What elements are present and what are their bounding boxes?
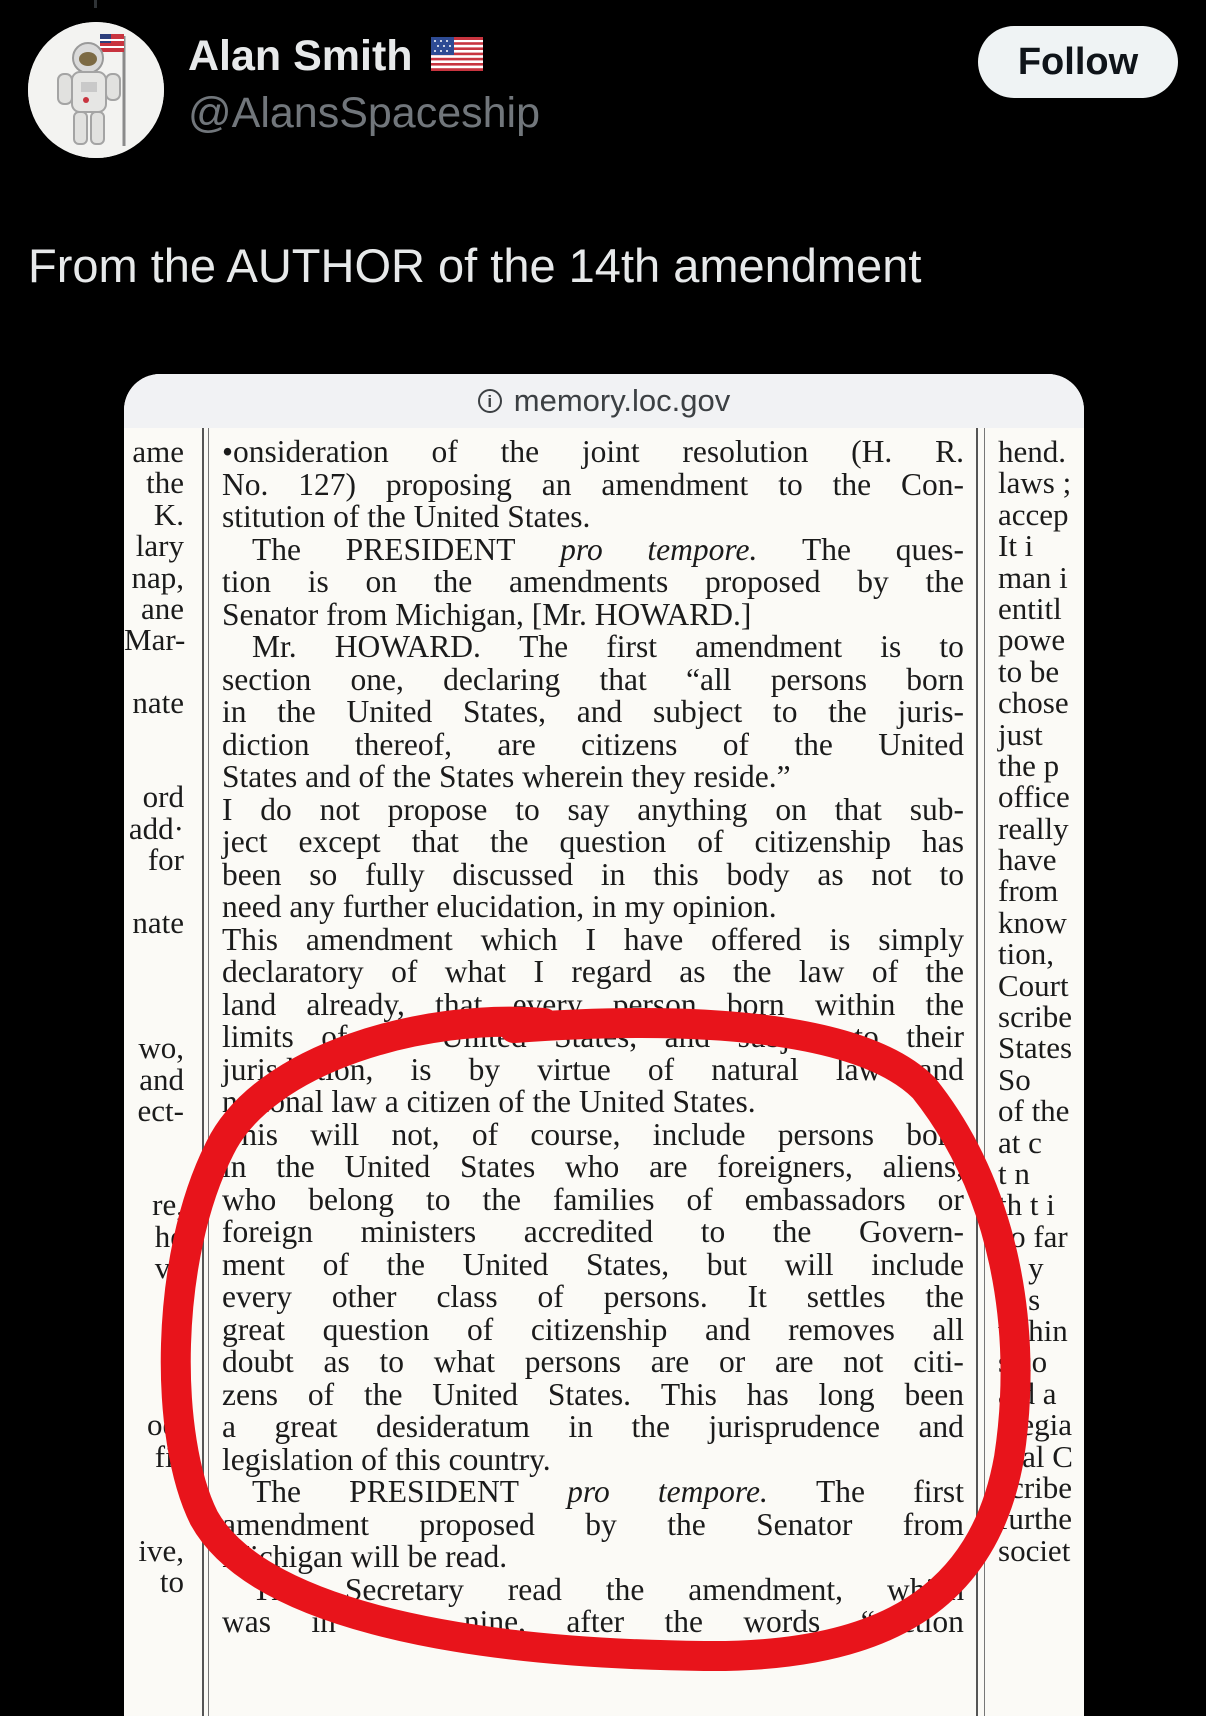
text-line: who belong to the families of embassadors or xyxy=(222,1181,964,1217)
user-handle[interactable]: @AlansSpaceship xyxy=(188,89,541,137)
fragment-line: ame xyxy=(132,434,184,469)
text-line: every other class of persons. It settles the xyxy=(222,1279,964,1314)
fragment-line: w hin xyxy=(998,1312,1068,1348)
fragment-line: Mar- xyxy=(124,622,186,658)
text-line: was in line nine, after the words “section xyxy=(222,1604,964,1639)
main-column-text xyxy=(222,436,964,1639)
fragment-line: the p xyxy=(998,747,1060,783)
column-rule xyxy=(976,428,978,1716)
avatar[interactable] xyxy=(28,22,164,158)
fragment-line: th t i xyxy=(998,1187,1055,1223)
fragment-line: ane xyxy=(140,590,184,626)
fragment-line: office xyxy=(998,779,1070,815)
text-line: This will not, of course, include persons born xyxy=(222,1116,964,1152)
fragment-line xyxy=(124,1378,184,1409)
fragment-line: ve xyxy=(154,1250,184,1286)
fragment-line: scribe xyxy=(998,999,1073,1035)
fragment-line: laws ; xyxy=(998,465,1072,501)
fragment-line: s co xyxy=(998,1344,1048,1380)
post-header xyxy=(28,22,1178,162)
fragment-line xyxy=(124,1284,184,1315)
info-icon: i xyxy=(478,389,502,413)
fragment-line: he xyxy=(154,1218,184,1254)
fragment-line: powe xyxy=(998,622,1066,658)
text-line: The Secretary read the amendment, which xyxy=(252,1571,964,1607)
fragment-line: and xyxy=(139,1061,184,1097)
fragment-line: really xyxy=(998,810,1069,846)
text-line: tion is on the amendments proposed by the xyxy=(222,564,964,599)
text-line: limits of the United States, and subject to their xyxy=(222,1019,964,1054)
text-line: in the United States, and subject to the juris- xyxy=(222,694,964,729)
newspaper-scan xyxy=(124,428,1084,1716)
text-line: The PRESIDENT pro tempore. The ques- xyxy=(252,531,964,567)
fragment-line: of the xyxy=(998,1093,1070,1129)
text-line: This amendment which I have offered is simply xyxy=(222,921,964,957)
text-line: Senator from Michigan, [Mr. HOWARD.] xyxy=(222,596,752,632)
text-line: need any further elucidation, in my opinion. xyxy=(222,889,777,924)
text-line: •onsideration of the joint resolution (H. R. xyxy=(222,434,964,469)
text-line: doubt as to what persons are or are not citi- xyxy=(222,1344,964,1379)
fragment-line: eral C xyxy=(998,1438,1073,1474)
user-info xyxy=(188,32,540,138)
fragment-line: add· xyxy=(128,810,184,846)
text-line: legislation of this country. xyxy=(222,1441,551,1477)
fragment-line xyxy=(124,719,184,750)
column-rule xyxy=(984,428,985,1716)
fragment-line: Court xyxy=(998,967,1069,1003)
text-line: jurisdiction, is by virtue of natural law and xyxy=(222,1051,964,1087)
fragment-line xyxy=(124,970,184,1001)
fragment-line: fir xyxy=(154,1438,184,1474)
text-line: in the United States who are foreigners, aliens, xyxy=(222,1149,964,1184)
text-line: land already, that every person born within the xyxy=(222,986,964,1022)
fragment-line xyxy=(124,1158,184,1189)
text-line: Mr. HOWARD. The first amendment is to xyxy=(252,629,964,664)
fragment-line: So xyxy=(998,1061,1031,1097)
fragment-line xyxy=(124,1315,184,1346)
thread-connector-line xyxy=(94,0,97,8)
fragment-line: w s xyxy=(998,1281,1041,1317)
left-column-fragment xyxy=(124,434,186,1600)
text-line: declaratory of what I regard as the law of the xyxy=(222,954,964,989)
fragment-line: States xyxy=(998,1030,1073,1066)
fragment-line: re, xyxy=(152,1187,184,1223)
fragment-line: la y xyxy=(998,1250,1044,1286)
fragment-line: ord xyxy=(142,779,184,815)
fragment-line: chose xyxy=(998,685,1069,721)
fragment-line: nate xyxy=(132,904,184,940)
text-line: foreign ministers accredited to the Govern- xyxy=(222,1214,964,1249)
text-line: ment of the United States, but will include xyxy=(222,1246,964,1282)
fragment-line: It i xyxy=(998,528,1034,564)
fragment-line: entitl xyxy=(998,590,1062,626)
fragment-line: just xyxy=(998,716,1043,752)
fragment-line xyxy=(124,750,184,781)
column-rule xyxy=(208,428,209,1716)
fragment-line: at c xyxy=(998,1124,1042,1160)
fragment-line: societ xyxy=(998,1532,1071,1568)
post-text: From the AUTHOR of the 14th amendment xyxy=(28,239,922,292)
fragment-line xyxy=(124,1472,184,1503)
text-line: Michigan will be read. xyxy=(222,1539,508,1574)
fragment-line xyxy=(124,938,184,969)
fragment-line xyxy=(124,1127,184,1158)
fragment-line: hend. xyxy=(998,434,1067,469)
text-line: The PRESIDENT pro tempore. The first xyxy=(252,1474,964,1509)
image-url: memory.loc.gov xyxy=(513,383,731,418)
fragment-line xyxy=(124,1503,184,1534)
fragment-line: man i xyxy=(998,559,1068,595)
fragment-line: K. xyxy=(153,496,184,532)
column-rule xyxy=(202,428,204,1716)
fragment-line: so far xyxy=(998,1218,1068,1254)
fragment-line: from xyxy=(998,873,1059,909)
astronaut-avatar-icon xyxy=(28,22,164,158)
text-line: been so fully discussed in this body as not to xyxy=(222,856,964,892)
fragment-line: tion, xyxy=(998,936,1054,972)
text-line: national law a citizen of the United States. xyxy=(222,1084,756,1119)
text-line: zens of the United States. This has long been xyxy=(222,1376,964,1412)
us-flag-icon xyxy=(431,37,483,76)
follow-button[interactable]: Follow xyxy=(978,26,1178,98)
fragment-line: t n xyxy=(998,1155,1030,1191)
image-url-bar xyxy=(124,374,1084,428)
fragment-line: a d a xyxy=(998,1375,1057,1411)
fragment-line: know xyxy=(998,904,1067,940)
text-line: a great desideratum in the jurisprudence and xyxy=(222,1409,964,1444)
text-line: I do not propose to say anything on that sub- xyxy=(222,791,964,827)
fragment-line: accep xyxy=(998,496,1069,532)
fragment-line: to be xyxy=(998,653,1060,689)
text-line: ject except that the question of citizenship has xyxy=(222,824,964,859)
fragment-line: furthe xyxy=(998,1501,1073,1537)
fragment-line xyxy=(124,1001,184,1032)
fragment-line: lary xyxy=(135,528,184,564)
fragment-line: alegia xyxy=(998,1407,1073,1443)
text-line: stitution of the United States. xyxy=(222,499,591,534)
text-line: section one, declaring that “all persons born xyxy=(222,661,964,697)
fragment-line: the xyxy=(146,465,184,501)
post-image[interactable] xyxy=(124,374,1084,1716)
fragment-line xyxy=(124,875,184,906)
fragment-line: nap, xyxy=(131,559,184,595)
fragment-line: ive, xyxy=(138,1532,184,1568)
right-column-fragment xyxy=(998,436,1084,1566)
display-name[interactable]: Alan Smith xyxy=(188,32,413,80)
fragment-line: ect- xyxy=(137,1093,184,1129)
fragment-line xyxy=(124,656,184,687)
fragment-line: scribe xyxy=(998,1469,1073,1505)
text-line: No. 127) proposing an amendment to the Con- xyxy=(222,466,964,502)
fragment-line xyxy=(124,1346,184,1377)
fragment-line: to xyxy=(159,1564,184,1600)
fragment-line: for xyxy=(147,842,184,878)
fragment-line: oe, xyxy=(146,1407,184,1443)
fragment-line: nate xyxy=(132,685,184,721)
text-line: States and of the States wherein they reside.” xyxy=(222,759,791,794)
text-line: amendment proposed by the Senator from xyxy=(222,1506,964,1542)
fragment-line: have xyxy=(998,842,1057,878)
text-line: great question of citizenship and removes all xyxy=(222,1311,964,1347)
text-line: diction thereof, are citizens of the United xyxy=(222,726,964,762)
fragment-line: wo, xyxy=(138,1030,184,1066)
